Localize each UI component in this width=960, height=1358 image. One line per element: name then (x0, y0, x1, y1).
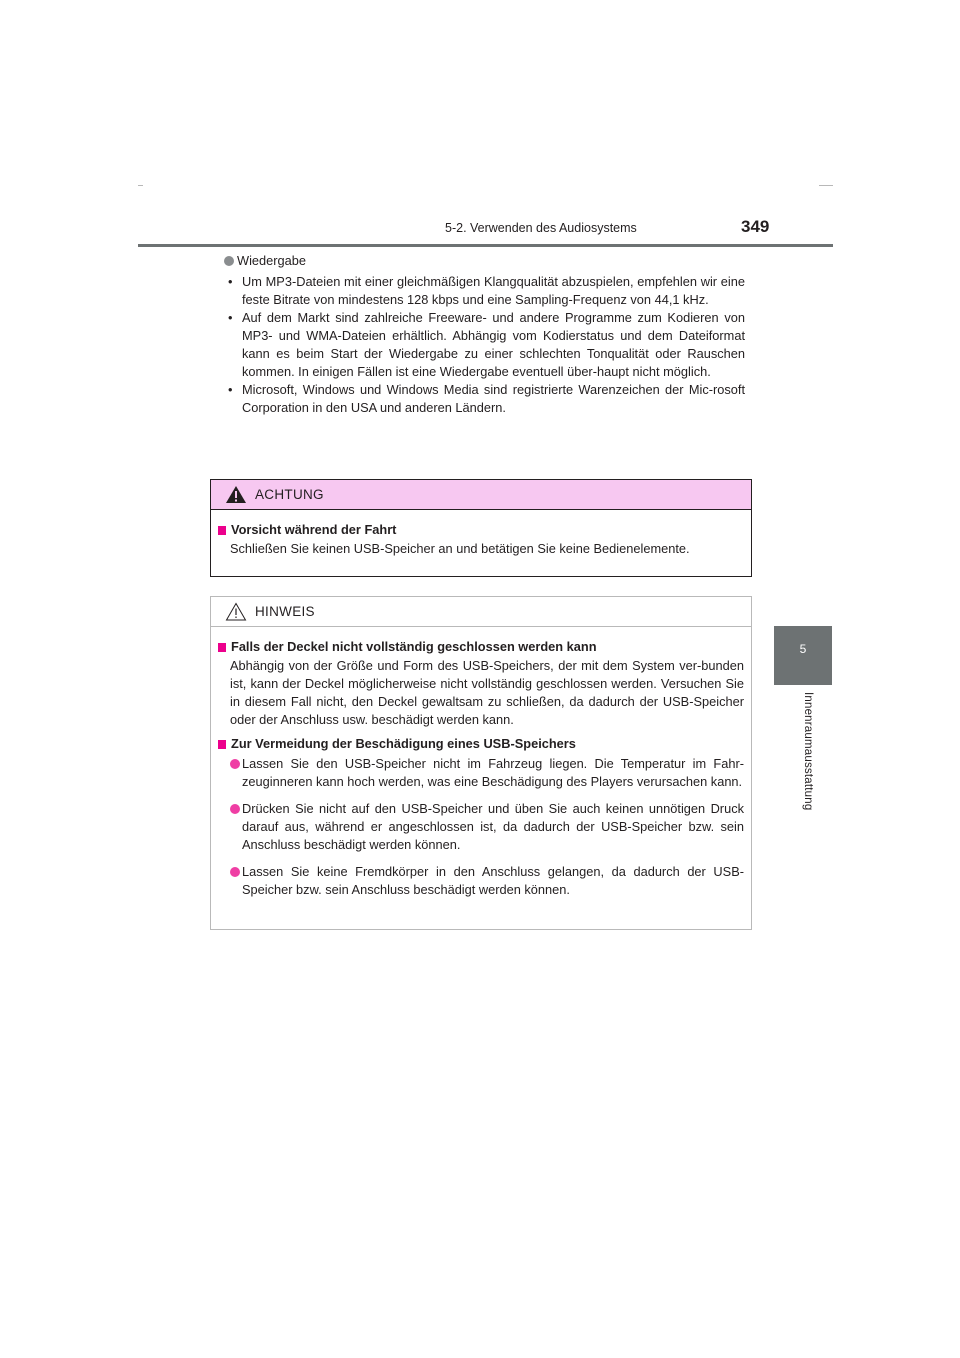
caution-triangle-outline-icon (225, 602, 247, 621)
gray-bullet-icon (224, 256, 234, 266)
warning-triangle-icon (225, 485, 247, 504)
note-box (210, 596, 752, 930)
list-item: Drücken Sie nicht auf den USB-Speicher und üben Sie auch keinen unnötigen Druck darauf aus, während er angeschlossen ist, da dadurch der USB-Speicher bzw. sein Anschluss beschädigt werden können. (218, 800, 744, 854)
warning-box-header (211, 480, 751, 510)
pink-square-icon (218, 643, 226, 652)
playback-heading-row (224, 252, 745, 270)
warning-box-body (211, 510, 751, 558)
warning-section-title: Vorsicht während der Fahrt (218, 521, 744, 539)
chapter-number: 5 (799, 642, 807, 656)
bullet-icon: • (228, 382, 233, 397)
header-rule (138, 244, 833, 247)
warning-box-title: ACHTUNG (255, 487, 324, 502)
chapter-label: Innenraumausstattung (802, 692, 814, 811)
note-box-body (211, 627, 751, 899)
note-section1-text: Abhängig von der Größe und Form des USB-Speichers, der mit dem System ver-bunden ist, kann der Deckel möglicherweise nicht vollständig geschlossen werden. Versuchen Sie in diesem Fall nicht, den Deckel gewaltsam zu schließen, da dadurch der USB-Speicher oder der Anschluss usw. beschädigt werden kann. (230, 658, 744, 727)
chapter-tab (774, 626, 832, 685)
pink-square-icon (218, 740, 226, 749)
header-section-title: 5-2. Verwenden des Audiosystems (445, 221, 637, 235)
playback-section (224, 252, 745, 417)
page-number: 349 (741, 217, 770, 236)
note-section2-title: Zur Vermeidung der Beschädigung eines USB-Speichers (218, 735, 744, 753)
list-item: • Um MP3-Dateien mit einer gleichmäßigen Klangqualität abzuspielen, empfehlen wir eine feste Bitrate von mindestens 128 kbps und eine Sampling-Frequenz von 44,1 kHz. (228, 274, 745, 307)
warning-box (210, 479, 752, 577)
playback-heading: Wiedergabe (237, 253, 307, 268)
list-item: Lassen Sie den USB-Speicher nicht im Fahrzeug liegen. Die Temperatur im Fahr-zeuginneren kann hoch werden, was eine Beschädigung des Players verursachen kann. (218, 755, 744, 791)
crop-mark-right (819, 185, 833, 186)
note-box-header (211, 597, 751, 627)
pink-bullet-icon (230, 804, 240, 814)
warning-text: Schließen Sie keinen USB-Speicher an und betätigen Sie keine Bedienelemente. (230, 541, 690, 556)
list-item: • Auf dem Markt sind zahlreiche Freeware- und andere Programme zum Kodieren von MP3- und WMA-Dateien erhältlich. Abhängig vom Kodierstatus und dem Dateiformat kann es beim Start der Wiedergabe zu einer schlechten Tonqualität oder Rauschen kommen. In einigen Fällen ist eine Wiedergabe eventuell über-haupt nicht möglich. (228, 310, 745, 379)
bullet-icon: • (228, 274, 233, 289)
note-box-title: HINWEIS (255, 604, 315, 619)
note-section1-title: Falls der Deckel nicht vollständig geschlossen werden kann (218, 638, 744, 656)
crop-mark-left (138, 185, 143, 186)
pink-bullet-icon (230, 867, 240, 877)
pink-square-icon (218, 526, 226, 535)
pink-bullet-icon (230, 759, 240, 769)
list-item: Lassen Sie keine Fremdkörper in den Anschluss gelangen, da dadurch der USB-Speicher bzw. sein Anschluss beschädigt werden können. (218, 863, 744, 899)
bullet-icon: • (228, 310, 233, 325)
list-item: • Microsoft, Windows und Windows Media sind registrierte Warenzeichen der Mic-rosoft Corporation in den USA und anderen Ländern. (228, 382, 745, 415)
